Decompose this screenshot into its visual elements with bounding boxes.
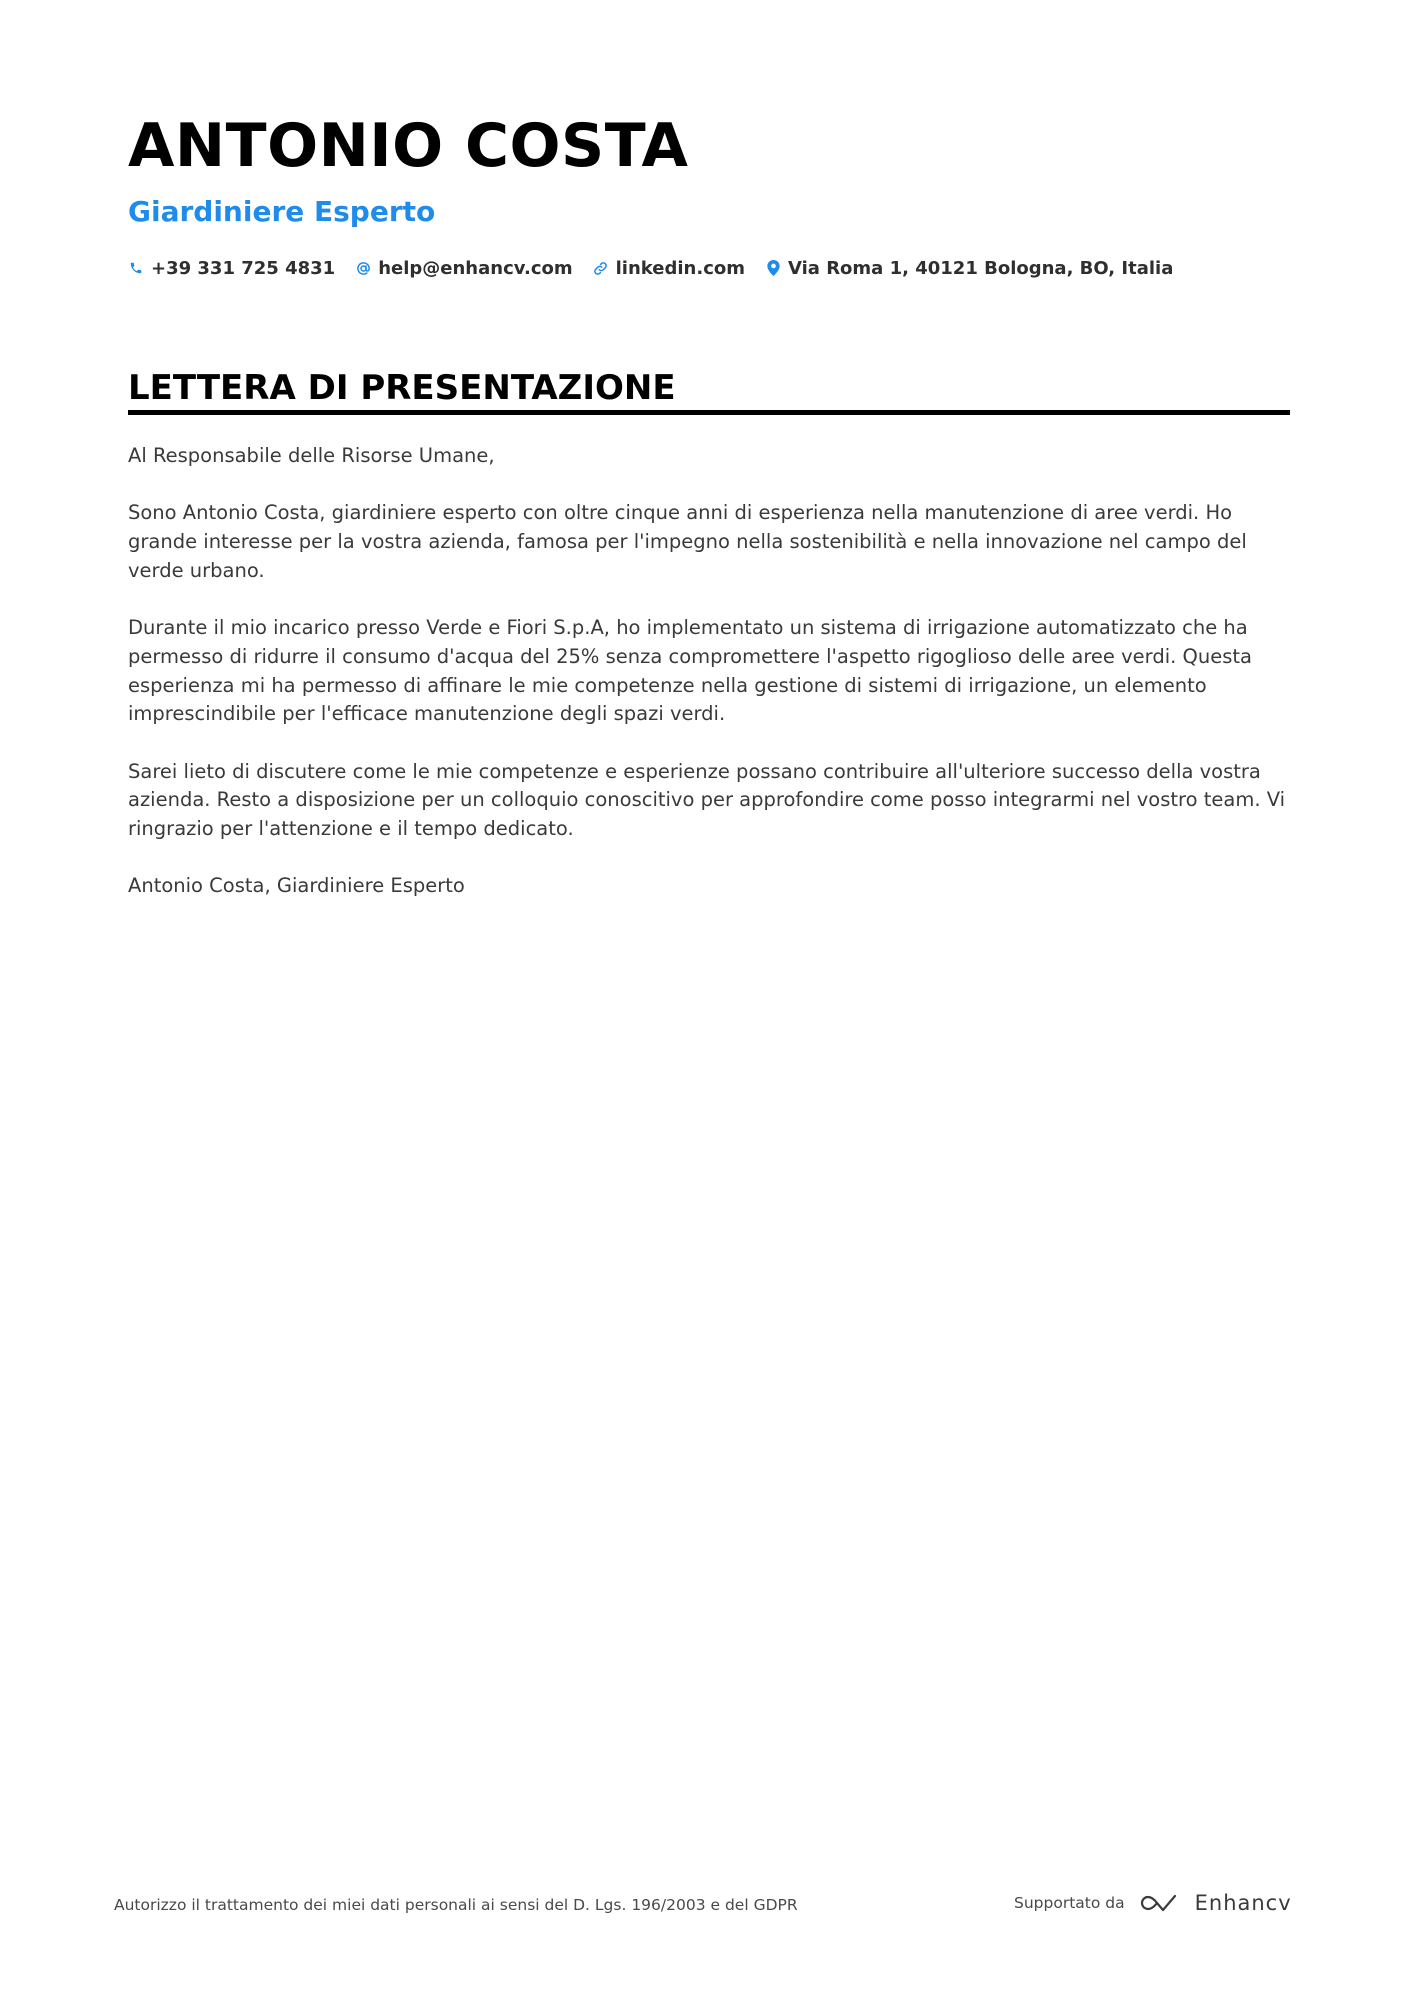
linkedin-text: linkedin.com xyxy=(615,257,745,279)
paragraph-2: Durante il mio incarico presso Verde e Fiori S.p.A, ho implementato un sistema di irrigazione automatizzato che ha permesso di ridurre il consumo d'acqua del 25% senza compromettere l'aspetto rigoglioso delle aree verdi. Questa esperienza mi ha permesso di affinare le mie competenze nella gestione di sistemi di irrigazione, un elemento imprescindibile per l'efficace manutenzione degli spazi verdi. xyxy=(128,616,1252,726)
salutation: Al Responsabile delle Risorse Umane, xyxy=(128,444,495,467)
letter-body xyxy=(128,442,1290,930)
link-icon xyxy=(593,259,609,277)
email-text: help@enhancv.com xyxy=(378,257,573,279)
address-text: Via Roma 1, 40121 Bologna, BO, Italia xyxy=(788,257,1174,279)
brand-name: Enhancv xyxy=(1194,1891,1292,1915)
location-pin-icon xyxy=(765,259,781,277)
signature: Antonio Costa, Giardiniere Esperto xyxy=(128,874,465,898)
phone-icon xyxy=(128,259,144,277)
privacy-note: Autorizzo il trattamento dei miei dati personali ai sensi del D. Lgs. 196/2003 e del GDPR xyxy=(114,1896,798,1914)
paragraph-3: Sarei lieto di discutere come le mie competenze e esperienze possano contribuire all'ulteriore successo della vostra azienda. Resto a disposizione per un colloquio conoscitivo per approfondire come posso integrarmi nel vostro team. Vi ringrazio per l'attenzione e il tempo dedicato. xyxy=(128,759,1286,841)
phone-text: +39 331 725 4831 xyxy=(151,257,336,279)
contact-address xyxy=(765,258,1173,279)
contact-linkedin[interactable] xyxy=(593,258,745,279)
contact-bar xyxy=(128,253,1193,283)
at-icon xyxy=(355,259,371,277)
section-divider xyxy=(128,410,1290,415)
job-title: Giardiniere Esperto xyxy=(128,195,436,228)
section-heading: LETTERA DI PRESENTAZIONE xyxy=(128,368,676,408)
powered-by-label: Supportato da xyxy=(1014,1894,1125,1912)
enhancv-logo-icon xyxy=(1137,1891,1183,1915)
candidate-name: ANTONIO COSTA xyxy=(128,111,689,181)
powered-by[interactable] xyxy=(1014,1888,1292,1918)
contact-phone[interactable] xyxy=(128,258,335,279)
paragraph-1: Sono Antonio Costa, giardiniere esperto con oltre cinque anni di esperienza nella manutenzione di aree verdi. Ho grande interesse per la vostra azienda, famosa per l'impegno nella sostenibilità e nella innovazione nel campo del verde urbano. xyxy=(128,501,1247,582)
contact-email[interactable] xyxy=(355,258,572,279)
